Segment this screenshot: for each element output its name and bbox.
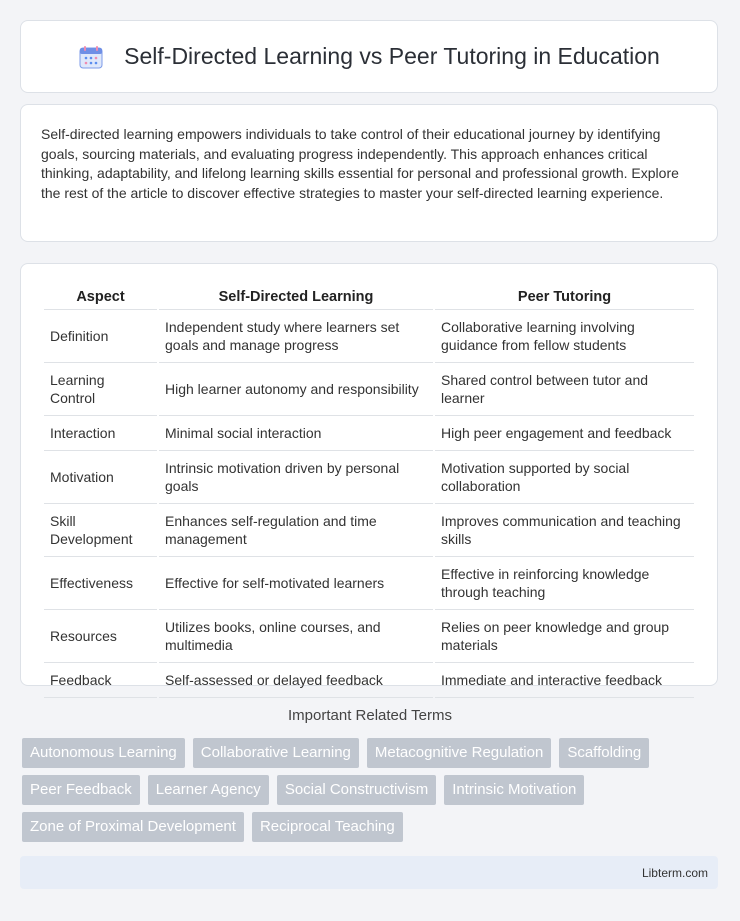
table-cell: Effective for self-motivated learners (159, 557, 433, 610)
related-term-tag[interactable]: Peer Feedback (22, 775, 140, 805)
table-cell: Immediate and interactive feedback (435, 663, 694, 698)
table-cell: Motivation supported by social collaboration (435, 451, 694, 504)
table-row (44, 504, 694, 557)
column-header-self-directed: Self-Directed Learning (159, 284, 433, 310)
related-term-tag[interactable]: Social Constructivism (277, 775, 436, 805)
table-cell: Self-assessed or delayed feedback (159, 663, 433, 698)
table-row (44, 557, 694, 610)
related-term-tag[interactable]: Scaffolding (559, 738, 649, 768)
table-cell: Effective in reinforcing knowledge through teaching (435, 557, 694, 610)
intro-paragraph: Self-directed learning empowers individuals to take control of their educational journey by identifying goals, sourcing materials, and evaluating progress independently. This approach enhances critical thinking, adaptability, and lifelong learning skills essential for personal and professional growth. Explore the rest of the article to discover effective strategies to master your self-directed learning experience. (41, 126, 679, 201)
column-header-peer-tutoring: Peer Tutoring (435, 284, 694, 310)
page-title: Self-Directed Learning vs Peer Tutoring in Education (124, 43, 660, 69)
table-cell: Improves communication and teaching skills (435, 504, 694, 557)
table-cell: High peer engagement and feedback (435, 416, 694, 451)
table-cell: Resources (44, 610, 157, 663)
table-cell: Intrinsic motivation driven by personal goals (159, 451, 433, 504)
table-row (44, 663, 694, 698)
table-cell: Motivation (44, 451, 157, 504)
table-cell: Minimal social interaction (159, 416, 433, 451)
table-cell: Collaborative learning involving guidance from fellow students (435, 310, 694, 363)
table-row (44, 610, 694, 663)
related-term-tag[interactable]: Learner Agency (148, 775, 269, 805)
table-cell: Utilizes books, online courses, and multimedia (159, 610, 433, 663)
related-term-tag[interactable]: Reciprocal Teaching (252, 812, 403, 842)
table-cell: Definition (44, 310, 157, 363)
comparison-table (42, 284, 696, 698)
table-cell: Skill Development (44, 504, 157, 557)
table-row (44, 451, 694, 504)
intro-card (20, 104, 718, 242)
table-cell: Relies on peer knowledge and group materials (435, 610, 694, 663)
related-terms-list (22, 738, 722, 849)
table-cell: Enhances self-regulation and time management (159, 504, 433, 557)
table-row (44, 363, 694, 416)
table-cell: Interaction (44, 416, 157, 451)
comparison-card (20, 263, 718, 686)
table-cell: Feedback (44, 663, 157, 698)
table-cell: Learning Control (44, 363, 157, 416)
column-header-aspect: Aspect (44, 284, 157, 310)
related-term-tag[interactable]: Metacognitive Regulation (367, 738, 551, 768)
footer (20, 856, 718, 889)
related-term-tag[interactable]: Zone of Proximal Development (22, 812, 244, 842)
table-cell: Independent study where learners set goals and manage progress (159, 310, 433, 363)
table-row (44, 310, 694, 363)
calendar-grid-icon (78, 44, 104, 70)
related-term-tag[interactable]: Autonomous Learning (22, 738, 185, 768)
table-cell: Effectiveness (44, 557, 157, 610)
footer-brand-link[interactable]: Libterm.com (641, 866, 708, 880)
title-card (20, 20, 718, 93)
related-term-tag[interactable]: Intrinsic Motivation (444, 775, 584, 805)
related-terms-heading: Important Related Terms (288, 707, 452, 724)
table-row (44, 416, 694, 451)
table-header-row (44, 284, 694, 310)
table-cell: High learner autonomy and responsibility (159, 363, 433, 416)
related-term-tag[interactable]: Collaborative Learning (193, 738, 359, 768)
table-cell: Shared control between tutor and learner (435, 363, 694, 416)
